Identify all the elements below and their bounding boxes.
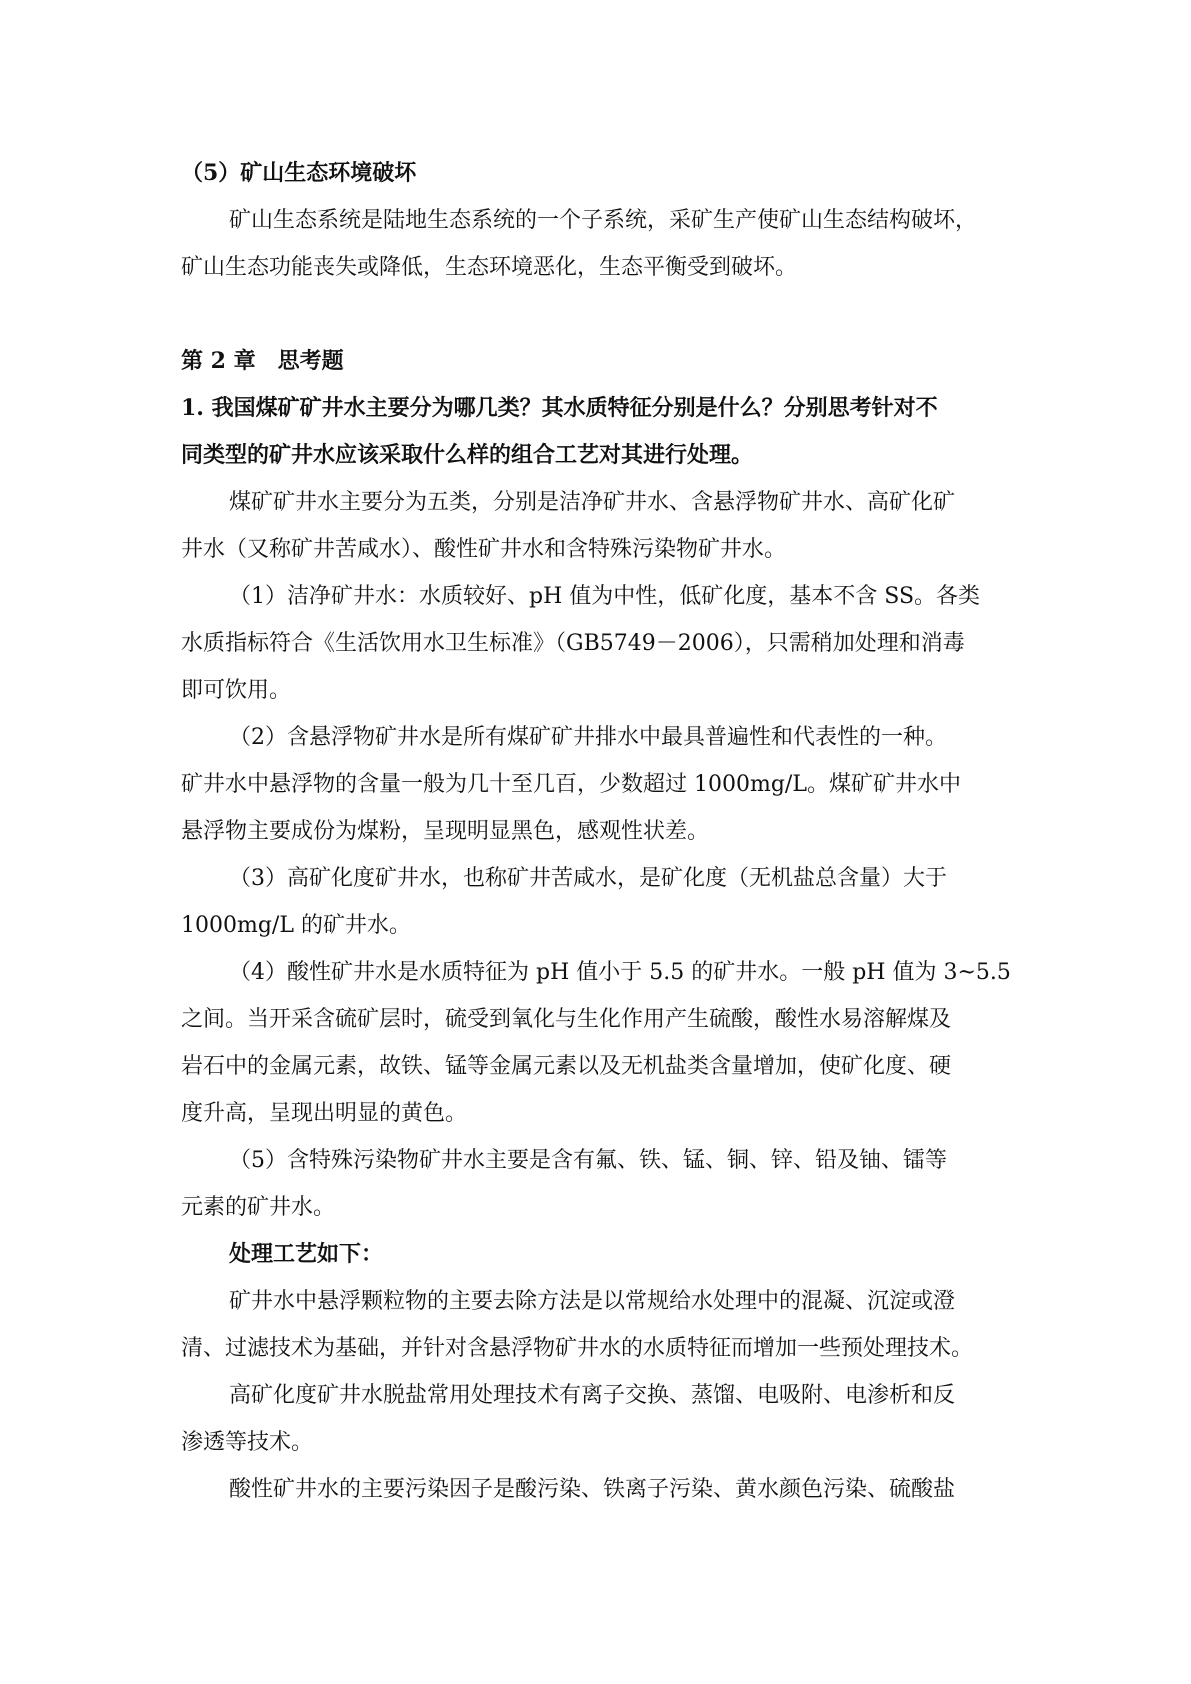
paragraph-line: 渗透等技术。: [181, 1430, 314, 1455]
paragraph-line: （3）高矿化度矿井水，也称矿井苦咸水，是矿化度（无机盐总含量）大于: [229, 866, 947, 891]
paragraph-line: （2）含悬浮物矿井水是所有煤矿矿井排水中最具普遍性和代表性的一种。: [229, 725, 947, 750]
paragraph-line: 矿井水中悬浮物的含量一般为几十至几百，少数超过 1000mg/L。煤矿矿井水中: [181, 772, 961, 797]
paragraph-line: 酸性矿井水的主要污染因子是酸污染、铁离子污染、黄水颜色污染、硫酸盐: [229, 1477, 956, 1502]
paragraph-line: 水质指标符合《生活饮用水卫生标准》（GB5749－2006），只需稍加处理和消毒: [181, 631, 965, 656]
paragraph-line: 清、过滤技术为基础，并针对含悬浮物矿井水的水质特征而增加一些预处理技术。: [181, 1336, 974, 1361]
paragraph-line: 度升高，呈现出明显的黄色。: [181, 1101, 468, 1126]
paragraph-line: 煤矿矿井水主要分为五类，分别是洁净矿井水、含悬浮物矿井水、高矿化矿: [229, 490, 956, 515]
paragraph-line: 岩石中的金属元素，故铁、锰等金属元素以及无机盐类含量增加，使矿化度、硬: [181, 1054, 952, 1079]
paragraph-line: （1）洁净矿井水：水质较好、pH 值为中性，低矿化度，基本不含 SS。各类: [229, 584, 981, 609]
paragraph-line: 矿山生态功能丧失或降低，生态环境恶化，生态平衡受到破坏。: [181, 255, 798, 280]
paragraph-line: （4）酸性矿井水是水质特征为 pH 值小于 5.5 的矿井水。一般 pH 值为 3~5.5: [229, 960, 1011, 985]
paragraph-line: 高矿化度矿井水脱盐常用处理技术有离子交换、蒸馏、电吸附、电渗析和反: [229, 1383, 956, 1408]
paragraph-line: 井水（又称矿井苦咸水）、酸性矿井水和含特殊污染物矿井水。: [181, 537, 787, 562]
chapter-title: 第 2 章 思考题: [181, 348, 344, 374]
page-content: [181, 150, 1015, 1513]
blank-line: [181, 291, 1015, 338]
paragraph-line: 之间。当开采含硫矿层时，硫受到氧化与生化作用产生硫酸，酸性水易溶解煤及: [181, 1007, 952, 1032]
paragraph-line: 矿井水中悬浮颗粒物的主要去除方法是以常规给水处理中的混凝、沉淀或澄: [229, 1289, 956, 1314]
process-heading: 处理工艺如下：: [229, 1241, 384, 1267]
section-heading-5: （5）矿山生态环境破坏: [181, 160, 417, 186]
paragraph-line: 矿山生态系统是陆地生态系统的一个子系统，采矿生产使矿山生态结构破坏，: [229, 208, 978, 233]
paragraph-line: 悬浮物主要成份为煤粉，呈现明显黑色，感观性状差。: [181, 819, 710, 844]
paragraph-line: 1000mg/L 的矿井水。: [181, 913, 411, 938]
paragraph-line: （5）含特殊污染物矿井水主要是含有氟、铁、锰、铜、锌、铅及铀、镭等: [229, 1148, 947, 1173]
paragraph-line: 元素的矿井水。: [181, 1195, 336, 1220]
question-line: 1. 我国煤矿矿井水主要分为哪几类？其水质特征分别是什么？分别思考针对不: [181, 395, 938, 421]
paragraph-line: 即可饮用。: [181, 678, 292, 703]
question-line: 同类型的矿井水应该采取什么样的组合工艺对其进行处理。: [181, 442, 754, 468]
